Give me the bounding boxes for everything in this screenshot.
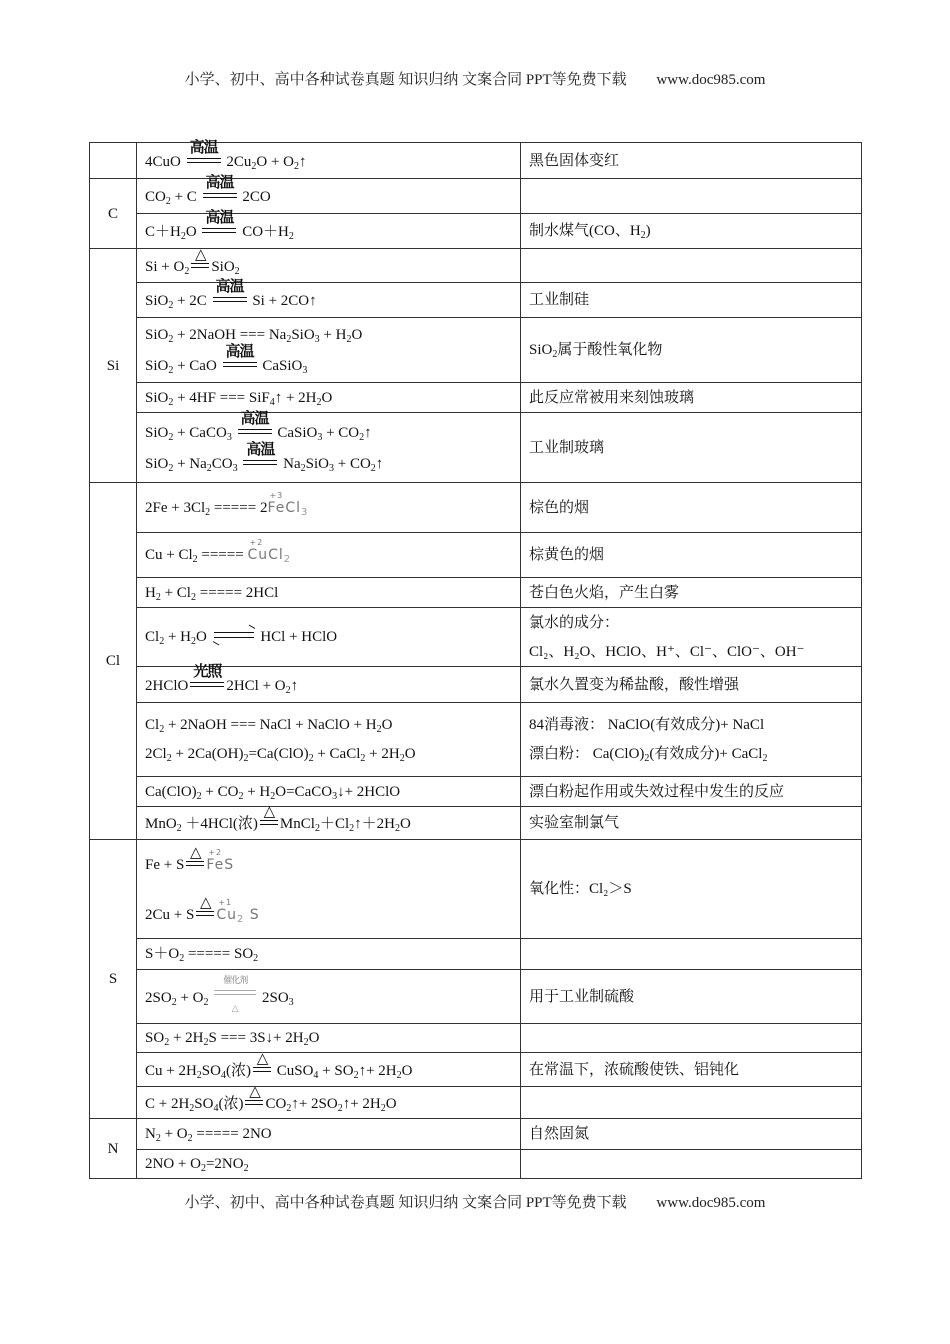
note-cell: 自然固氮 [521,1119,862,1150]
reaction-cell: SiO$_2$ + 2NaOH === $Na_2SiO_3 + H_2O$ SiO$_2$ + CaO 高温 CaSiO$_3$ [137,318,521,383]
reaction-cell: MnO$_2$ ＋4HCl(浓) △ $MnCl_2+Cl_2↑+2H_2O$ [137,807,521,840]
header-site[interactable]: www.doc985.com [656,72,766,88]
table-row [90,578,862,608]
table-row [90,383,862,413]
header-text: 小学、初中、高中各种试卷真题 知识归纳 文案合同 PPT等免费下载 [184,72,627,88]
reaction-cell: $C+H_2O$ 高温 $CO+H_2$ [137,214,521,249]
note-cell: 用于工业制硫酸 [521,970,862,1024]
page-header [0,68,950,89]
page-footer [0,1191,950,1212]
reaction-cell: $Cl_2$ + 2NaOH === NaCl + NaClO + $H_2O$ $2Cl_2 + 2Ca(OH)_2=Ca(ClO)_2$ + CaCl$_2$ + $2H_2O$ [137,703,521,777]
reaction-table [89,139,862,1179]
reaction-cell: $2SO_2 + O_2$ 催化剂 △ $2SO_3$ [137,970,521,1024]
table-row [90,939,862,970]
note-cell: 在常温下，浓硫酸使铁、铝钝化 [521,1053,862,1087]
condition-mark: 高温 [213,289,247,307]
table-row [90,533,862,578]
reaction-cell: $Cu + 2H_2SO_4$(浓) △ CuSO$_4$ + $SO_2↑+ 2H_2O$ [137,1053,521,1087]
note-cell: SiO$_2$属于酸性氧化物 [521,318,862,383]
reaction-cell: $CO_2 + C$ 高温 2CO [137,179,521,214]
condition-mark: 高温 [223,354,257,372]
element-label: N [90,1119,137,1179]
note-cell: 棕黄色的烟 [521,533,862,578]
reaction-cell: $H_2 + Cl_2$ ===== 2HCl [137,578,521,608]
table-row [90,1119,862,1150]
note-cell: 苍白色火焰，产生白雾 [521,578,862,608]
condition-mark: 催化剂 △ [214,986,256,1004]
table-row [90,1053,862,1087]
table-row [90,667,862,703]
table-row [90,483,862,533]
footer-text: 小学、初中、高中各种试卷真题 知识归纳 文案合同 PPT等免费下载 [184,1195,627,1211]
table-row [90,1150,862,1179]
condition-mark: 光照 [190,674,224,692]
note-cell [521,1087,862,1119]
reaction-cell: $Si + O_2$ △ SiO$_2$ [137,249,521,283]
footer-site[interactable]: www.doc985.com [656,1195,766,1211]
note-cell: 漂白粉起作用或失效过程中发生的反应 [521,777,862,807]
note-cell: 工业制硅 [521,283,862,318]
note-cell: 84消毒液： NaClO(有效成分)+ NaCl 漂白粉： $Ca(ClO)_2$(有效成分)+ CaCl$_2$ [521,703,862,777]
table-row [90,413,862,483]
note-cell: 实验室制氯气 [521,807,862,840]
reaction-cell: $Cu + Cl_2$ ===== +2 CuCl$_2$ [137,533,521,578]
element-cell [90,143,137,179]
element-label: Si [90,249,137,483]
table-row [90,249,862,283]
element-label: C [90,179,137,249]
table-row [90,283,862,318]
condition-mark: 高温 [187,150,221,168]
note-cell: 工业制玻璃 [521,413,862,483]
condition-mark: △ [196,903,214,921]
reaction-cell: $Ca(ClO)_2 + CO_2$ + $H_2O=CaCO_3↓+$ 2HClO [137,777,521,807]
condition-mark: 高温 [238,421,272,439]
table-row [90,608,862,667]
table-row [90,970,862,1024]
note-cell [521,939,862,970]
condition-mark: △ [191,255,209,273]
note-cell [521,179,862,214]
table-row [90,840,862,939]
note-cell [521,1024,862,1053]
reaction-cell: $N_2 + O_2$ ===== 2NO [137,1119,521,1150]
condition-mark: △ [245,1092,263,1110]
note-cell: 棕色的烟 [521,483,862,533]
condition-mark: 高温 [203,185,237,203]
condition-mark: 高温 [243,452,277,470]
reaction-cell: $S+O_2$ ===== $SO_2$ [137,939,521,970]
condition-mark: 高温 [202,220,236,238]
table-row [90,214,862,249]
note-cell: 氯水的成分： Cl₂、H₂O、HClO、H⁺、Cl⁻、ClO⁻、OH⁻ [521,608,862,667]
reversible-arrow [214,630,254,640]
reaction-cell: $Cl_2 + H_2O$ HCl + HClO [137,608,521,667]
condition-mark: △ [186,853,204,871]
reaction-cell: Fe + S △ +2 FeS 2Cu + S △ +1 $Cu_2$ S [137,840,521,939]
note-cell: 制水煤气(CO、$H_2$) [521,214,862,249]
note-cell [521,249,862,283]
note-cell: 氧化性：Cl₂＞S [521,840,862,939]
condition-mark: △ [253,1059,271,1077]
element-label: Cl [90,483,137,840]
reaction-cell: SiO$_2$ + 4HF === SiF$_4$↑ + $2H_2O$ [137,383,521,413]
table-row [90,777,862,807]
note-cell: 此反应常被用来刻蚀玻璃 [521,383,862,413]
note-cell [521,1150,862,1179]
table-row [90,807,862,840]
reaction-cell: $C + 2H_2SO_4$(浓) △ $CO_2↑+$ $2SO_2↑+ 2H_2O$ [137,1087,521,1119]
reaction-cell: 4CuO 高温 $2Cu_2O$ + $O_2↑$ [137,143,521,179]
reaction-cell: $2Fe + 3Cl_2$ ===== 2 +3 FeCl$_3$ [137,483,521,533]
condition-mark: △ [260,812,278,830]
reaction-cell: SiO$_2$ + 2C 高温 Si + 2CO↑ [137,283,521,318]
reaction-cell: $2NO + O_2=2NO_2$ [137,1150,521,1179]
reaction-cell: $SO_2 + 2H_2S$ === 3S↓+ $2H_2O$ [137,1024,521,1053]
table-row [90,1087,862,1119]
element-label: S [90,840,137,1119]
reaction-cell: SiO$_2$ + CaCO$_3$ 高温 CaSiO$_3$ + $CO_2↑$ $SiO_2 + Na_2CO_3$ 高温 $Na_2SiO_3$ + $CO_2↑$ [137,413,521,483]
table-row [90,318,862,383]
table-row [90,703,862,777]
table-row [90,1024,862,1053]
reaction-cell: 2HClO 光照 $2HCl + O_2↑$ [137,667,521,703]
note-cell: 黑色固体变红 [521,143,862,179]
note-cell: 氯水久置变为稀盐酸，酸性增强 [521,667,862,703]
